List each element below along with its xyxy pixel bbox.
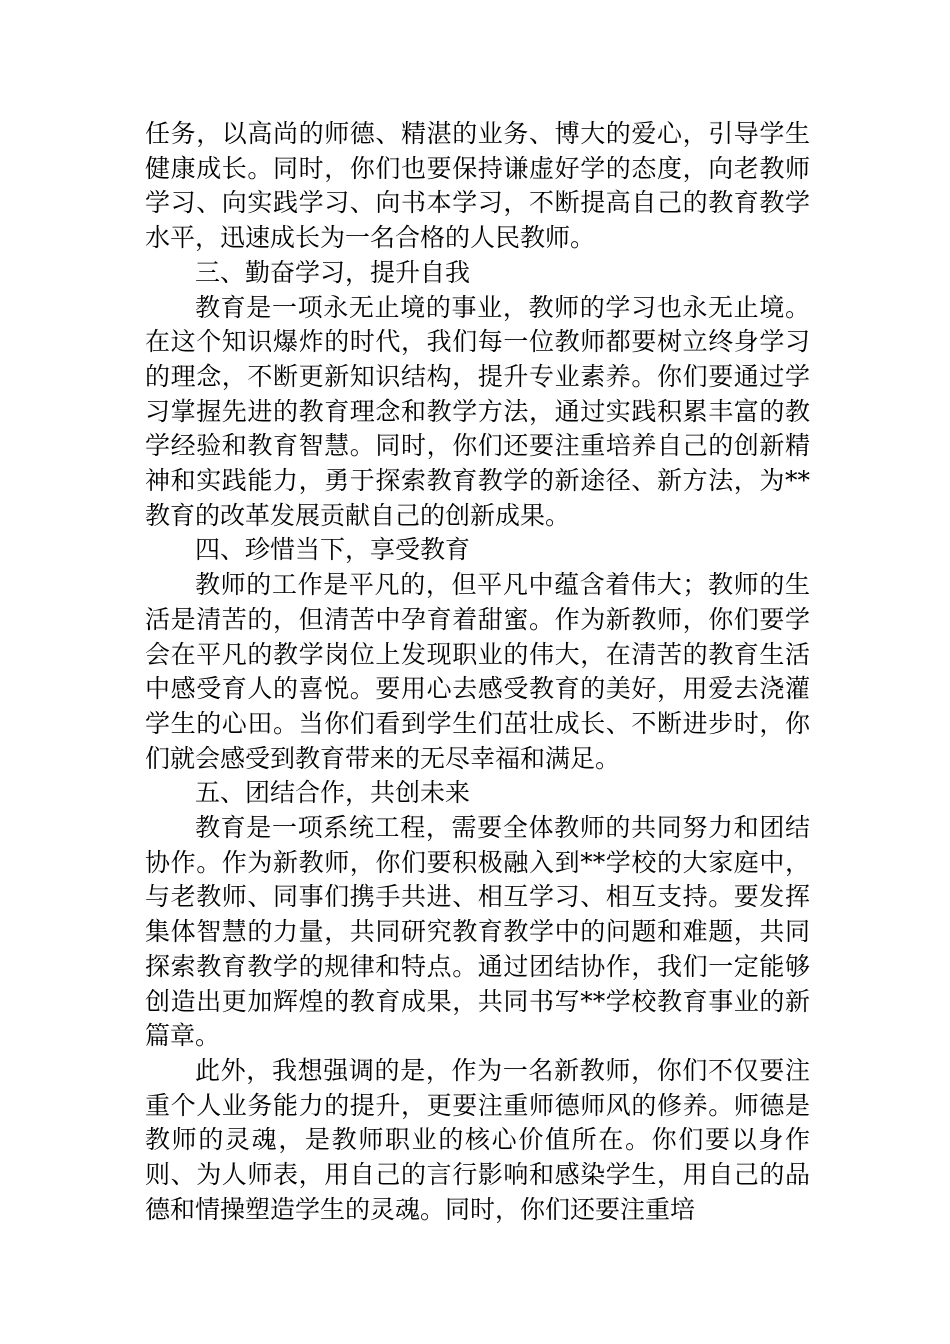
section-heading-5: 五、团结合作，共创未来 — [195, 778, 471, 808]
document-body — [145, 117, 810, 1228]
paragraph-continuation: 任务，以高尚的师德、精湛的业务、博大的爱心，引导学生健康成长。同时，你们也要保持谦虚好学的态度，向老教师学习、向实践学习、向书本学习，不断提高自己的教育教学水平，迅速成长为一名合格的人民教师。 — [145, 119, 810, 253]
paragraph-body: 教育是一项永无止境的事业，教师的学习也永无止境。在这个知识爆炸的时代，我们每一位教师都要树立终身学习的理念，不断更新知识结构，提升专业素养。你们要通过学习掌握先进的教育理念和教学方法，通过实践积累丰富的教学经验和教育智慧。同时，你们还要注重培养自己的创新精神和实践能力，勇于探索教育教学的新途径、新方法，为**教育的改革发展贡献自己的创新成果。 — [145, 292, 810, 530]
section-heading-3: 三、勤奋学习，提升自我 — [195, 257, 471, 287]
section-heading-4: 四、珍惜当下，享受教育 — [195, 535, 471, 565]
paragraph-body: 教育是一项系统工程，需要全体教师的共同努力和团结协作。作为新教师，你们要积极融入到**学校的大家庭中，与老教师、同事们携手共进、相互学习、相互支持。要发挥集体智慧的力量，共同研究教育教学中的问题和难题，共同探索教育教学的规律和特点。通过团结协作，我们一定能够创造出更加辉煌的教育成果，共同书写**学校教育事业的新篇章。 — [145, 813, 810, 1051]
paragraph-body: 此外，我想强调的是，作为一名新教师，你们不仅要注重个人业务能力的提升，更要注重师德师风的修养。师德是教师的灵魂，是教师职业的核心价值所在。你们要以身作则、为人师表，用自己的言行影响和感染学生，用自己的品德和情操塑造学生的灵魂。同时，你们还要注重培 — [145, 1055, 810, 1224]
paragraph-body: 教师的工作是平凡的，但平凡中蕴含着伟大；教师的生活是清苦的，但清苦中孕育着甜蜜。作为新教师，你们要学会在平凡的教学岗位上发现职业的伟大，在清苦的教育生活中感受育人的喜悦。要用心去感受教育的美好，用爱去浇灌学生的心田。当你们看到学生们茁壮成长、不断进步时，你们就会感受到教育带来的无尽幸福和满足。 — [145, 570, 810, 773]
